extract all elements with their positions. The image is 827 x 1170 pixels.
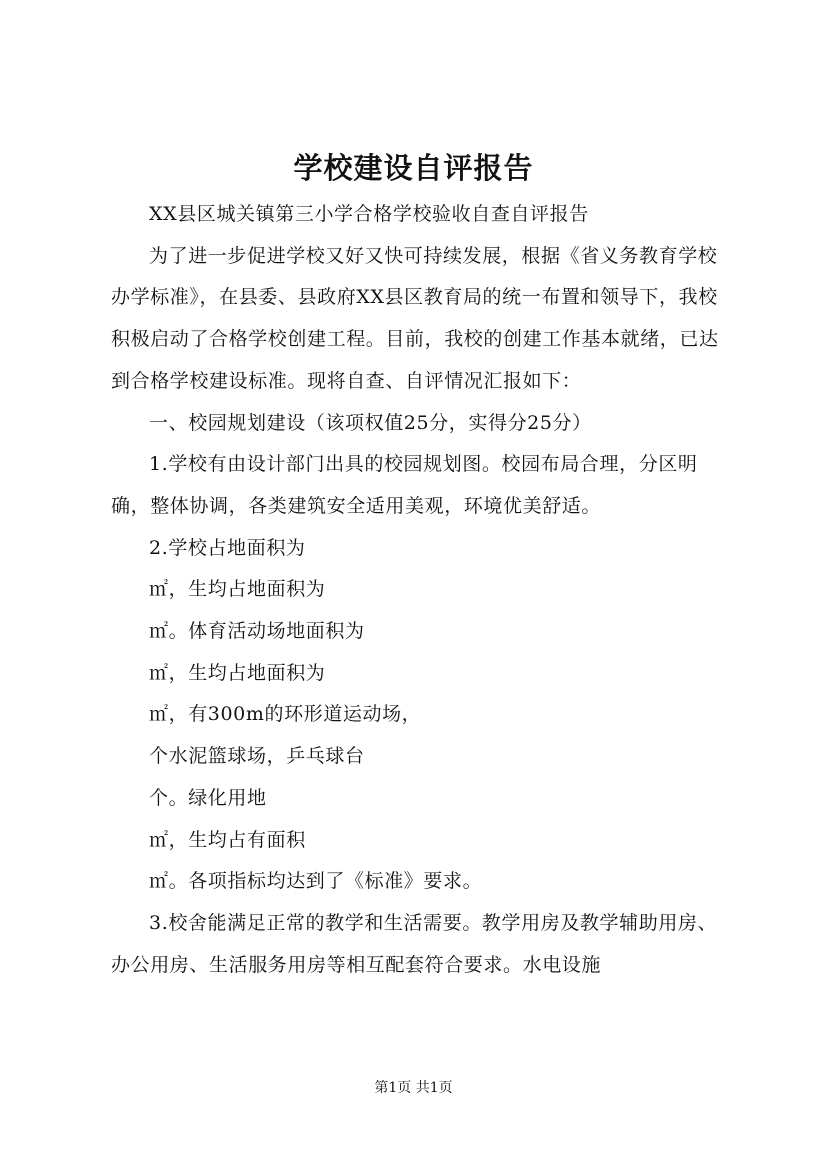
- item-2-line: ㎡。各项指标均达到了《标准》要求。: [149, 870, 483, 893]
- document-title: 学校建设自评报告: [293, 151, 534, 185]
- report-subtitle: XX县区城关镇第三小学合格学校验收自查自评报告: [149, 203, 589, 225]
- document-body: [111, 194, 723, 986]
- section-heading: 一、校园规划建设（该项权值25分，实得分25分）: [149, 411, 592, 434]
- intro-paragraph: 为了进一步促进学校又好又快可持续发展，根据《省义务教育学校办学标准》，在县委、县政府XX县区教育局的统一布置和领导下，我校积极启动了合格学校创建工程。目前，我校的创建工作基本就绪，已达到合格学校建设标准。现将自查、自评情况汇报如下：: [111, 244, 719, 392]
- item-2-line: ㎡，生均占有面积: [149, 828, 306, 851]
- page-footer: 第1页 共1页: [374, 1080, 453, 1096]
- item-2-line: ㎡，生均占地面积为: [149, 661, 326, 684]
- item-3-paragraph: 3.校舍能满足正常的教学和生活需要。教学用房及教学辅助用房、办公用房、生活服务用房等相互配套符合要求。水电设施: [111, 911, 718, 976]
- item-2-line: ㎡，有300m的环形道运动场，: [149, 703, 422, 726]
- item-2-line: ㎡，生均占地面积为: [149, 578, 326, 601]
- item-2-line: 2.学校占地面积为: [149, 536, 306, 559]
- item-2-line: ㎡。体育活动场地面积为: [149, 620, 365, 643]
- item-2-line: 个。绿化用地: [149, 786, 267, 809]
- item-1-paragraph: 1.学校有由设计部门出具的校园规划图。校园布局合理，分区明确，整体协调，各类建筑安全适用美观，环境优美舒适。: [111, 453, 698, 517]
- item-2-line: 个水泥篮球场，乒乓球台: [149, 745, 365, 768]
